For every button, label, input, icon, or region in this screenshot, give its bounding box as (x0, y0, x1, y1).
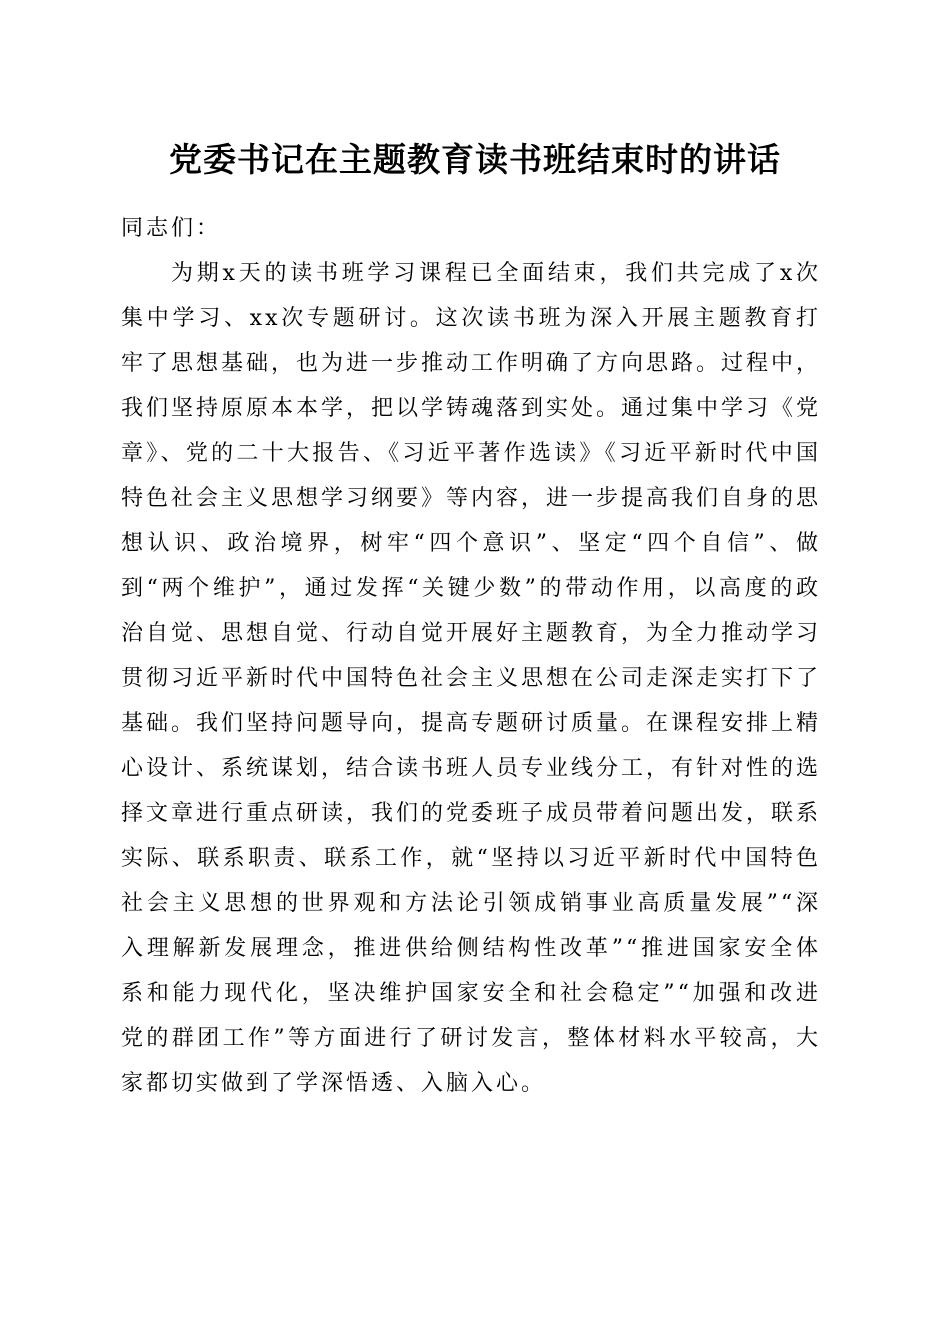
document-body (121, 206, 821, 1106)
document-title: 党委书记在主题教育读书班结束时的讲话 (169, 140, 781, 179)
body-paragraph: 为期x天的读书班学习课程已全面结束，我们共完成了x次集中学习、xx次专题研讨。这次读书班为深入开展主题教育打牢了思想基础，也为进一步推动工作明确了方向思路。过程中，我们坚持原原本本学，把以学铸魂落到实处。通过集中学习《党章》、党的二十大报告、《习近平著作选读》《习近平新时代中国特色社会主义思想学习纲要》等内容，进一步提高我们自身的思想认识、政治境界，树牢“四个意识”、坚定“四个自信”、做到“两个维护”，通过发挥“关键少数”的带动作用，以高度的政治自觉、思想自觉、行动自觉开展好主题教育，为全力推动学习贯彻习近平新时代中国特色社会主义思想在公司走深走实打下了基础。我们坚持问题导向，提高专题研讨质量。在课程安排上精心设计、系统谋划，结合读书班人员专业线分工，有针对性的选择文章进行重点研读，我们的党委班子成员带着问题出发，联系实际、联系职责、联系工作，就“坚持以习近平新时代中国特色社会主义思想的世界观和方法论引领成销事业高质量发展”“深入理解新发展理念，推进供给侧结构性改革”“推进国家安全体系和能力现代化，坚决维护国家安全和社会稳定”“加强和改进党的群团工作”等方面进行了研讨发言，整体材料水平较高，大家都切实做到了学深悟透、入脑入心。 (121, 261, 822, 1096)
salutation: 同志们： (121, 216, 222, 241)
